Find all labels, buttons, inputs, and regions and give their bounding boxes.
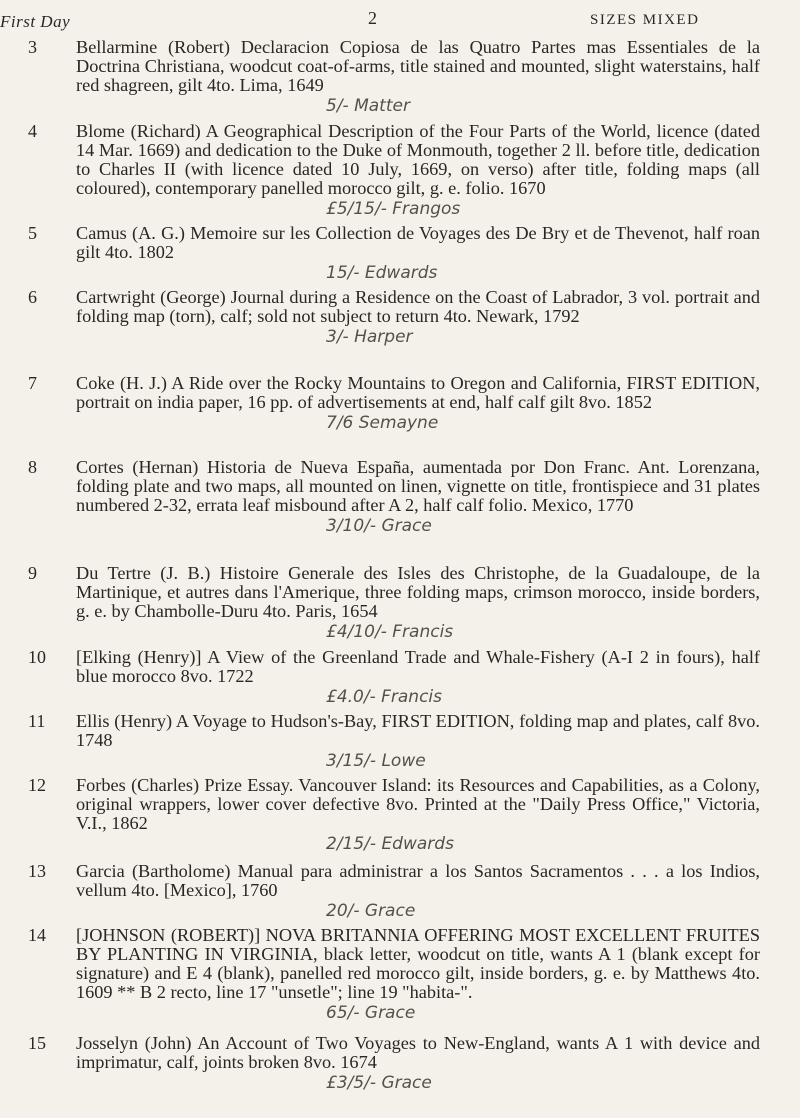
lot-number: 10 <box>28 647 46 667</box>
lot-description: Blome (Richard) A Geographical Description of the Four Parts of the World, licence (dated 14 Mar. 1669) and dedication to the Duke of Monmouth, together 2 ll. before title, dedication to Charles II (with licence dated 10 July, 1669, on verso) after title, folding maps (all coloured), contemporary panelled morocco gilt, g. e. folio. 1670 <box>76 121 760 198</box>
lot-description: Ellis (Henry) A Voyage to Hudson's-Bay, FIRST EDITION, folding map and plates, calf 8vo. 1748 <box>76 711 760 750</box>
header-section: SIZES MIXED <box>590 12 700 28</box>
lot-number: 3 <box>28 37 37 57</box>
lot-entry <box>0 122 800 224</box>
lot-number: 9 <box>28 563 37 583</box>
handwritten-note: 2/15/- Edwards <box>326 834 454 854</box>
handwritten-note: £4/10/- Francis <box>326 622 454 642</box>
lot-number: 4 <box>28 121 37 141</box>
lot-number: 6 <box>28 287 37 307</box>
handwritten-note: 15/- Edwards <box>326 263 438 283</box>
handwritten-note: 20/- Grace <box>326 901 416 921</box>
lot-description: Bellarmine (Robert) Declaracion Copiosa de las Quatro Partes mas Essentiales de la Doctrina Christiana, woodcut coat-of-arms, title stained and mounted, slight waterstains, half red shagreen, gilt 4to. Lima, 1649 <box>76 37 760 95</box>
handwritten-note: £5/15/- Frangos <box>326 199 461 219</box>
handwritten-note: £4.0/- Francis <box>326 687 443 707</box>
lot-number: 8 <box>28 457 37 477</box>
lot-number: 7 <box>28 373 37 393</box>
page-number: 2 <box>368 8 378 28</box>
handwritten-note: 3/- Harper <box>326 327 413 347</box>
lot-description: Camus (A. G.) Memoire sur les Collection de Voyages des De Bry et de Thevenot, half roan gilt 4to. 1802 <box>76 223 760 262</box>
lot-entry <box>0 564 800 648</box>
handwritten-note: 3/15/- Lowe <box>326 751 426 771</box>
lot-description: Cartwright (George) Journal during a Residence on the Coast of Labrador, 3 vol. portrait and folding map (torn), calf; sold not subject to return 4to. Newark, 1792 <box>76 287 760 326</box>
lot-description: Forbes (Charles) Prize Essay. Vancouver Island: its Resources and Capabilities, as a Colony, original wrappers, lower cover defective 8vo. Printed at the "Daily Press Office," Victoria, V.I., 1862 <box>76 775 760 833</box>
lot-entry <box>0 458 800 564</box>
lot-entry <box>0 224 800 288</box>
lot-description: Coke (H. J.) A Ride over the Rocky Mountains to Oregon and California, FIRST EDITION, portrait on india paper, 16 pp. of advertisements at end, half calf gilt 8vo. 1852 <box>76 373 760 412</box>
handwritten-note: 5/- Matter <box>326 96 410 116</box>
lot-description: Josselyn (John) An Account of Two Voyages to New-England, wants A 1 with device and imprimatur, calf, joints broken 8vo. 1674 <box>76 1033 760 1072</box>
header-day: First Day <box>0 12 71 31</box>
lot-number: 5 <box>28 223 37 243</box>
lot-number: 12 <box>28 775 46 795</box>
handwritten-note: 3/10/- Grace <box>326 516 432 536</box>
lot-number: 13 <box>28 861 46 881</box>
lot-number: 11 <box>28 711 46 731</box>
catalogue-entries <box>0 38 800 1118</box>
handwritten-note: £3/5/- Grace <box>326 1073 432 1093</box>
lot-entry <box>0 374 800 458</box>
lot-entry <box>0 288 800 374</box>
lot-description: Du Tertre (J. B.) Histoire Generale des Isles des Christophe, de la Guadaloupe, de la Martinique, et autres dans l'Amerique, three folding maps, crimson morocco, inside borders, g. e. by Chambolle-Duru 4to. Paris, 1654 <box>76 563 760 621</box>
lot-description: [JOHNSON (ROBERT)] NOVA BRITANNIA OFFERING MOST EXCELLENT FRUITES BY PLANTING IN VIRGINIA, black letter, woodcut on title, wants A 1 (blank except for signature) and E 4 (blank), panelled red morocco gilt, inside borders, g. e. by Matthews 4to. 1609 ** B 2 recto, line 17 "unsetle"; line 19 "habita-". <box>76 925 760 1002</box>
lot-entry <box>0 776 800 862</box>
lot-number: 15 <box>28 1033 46 1053</box>
handwritten-note: 7/6 Semayne <box>326 413 439 433</box>
lot-entry <box>0 1034 800 1118</box>
lot-number: 14 <box>28 925 46 945</box>
lot-entry <box>0 712 800 776</box>
lot-description: Garcia (Bartholome) Manual para administrar a los Santos Sacramentos . . . a los Indios, vellum 4to. [Mexico], 1760 <box>76 861 760 900</box>
lot-entry <box>0 38 800 122</box>
lot-description: Cortes (Hernan) Historia de Nueva España, aumentada por Don Franc. Ant. Lorenzana, folding plate and two maps, all mounted on linen, vignette on title, frontispiece and 31 plates numbered 2-32, errata leaf misbound after A 2, half calf folio. Mexico, 1770 <box>76 457 760 515</box>
running-header <box>0 8 800 38</box>
handwritten-note: 65/- Grace <box>326 1003 416 1023</box>
lot-description: [Elking (Henry)] A View of the Greenland Trade and Whale-Fishery (A-I 2 in fours), half blue morocco 8vo. 1722 <box>76 647 760 686</box>
lot-entry <box>0 926 800 1034</box>
lot-entry <box>0 862 800 926</box>
lot-entry <box>0 648 800 712</box>
